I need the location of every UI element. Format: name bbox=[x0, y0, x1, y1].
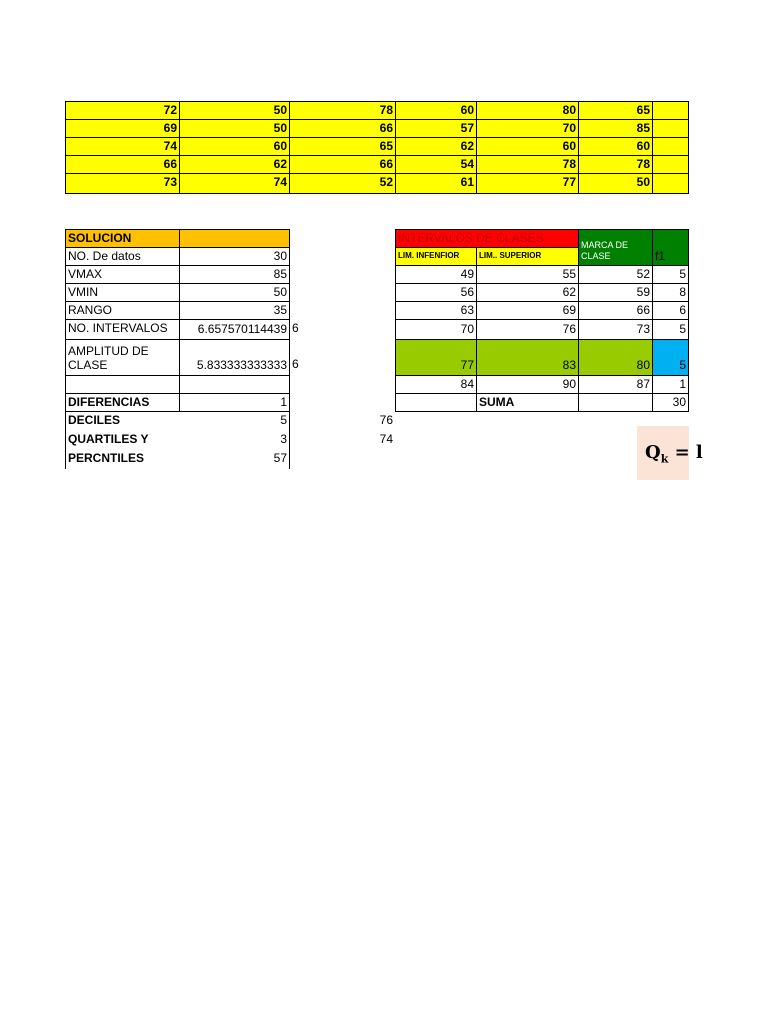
data-cell[interactable]: 70 bbox=[476, 119, 579, 138]
data-cell[interactable]: 60 bbox=[179, 137, 290, 156]
class-mark-header[interactable]: MARCA DE CLASE bbox=[578, 229, 653, 266]
class-mark-cell[interactable]: 52 bbox=[578, 265, 653, 284]
data-cell[interactable]: 66 bbox=[289, 155, 396, 174]
frequency-cell[interactable]: 8 bbox=[652, 283, 689, 302]
lower-limit-cell[interactable]: 70 bbox=[395, 319, 477, 340]
solution-label[interactable]: NO. INTERVALOS bbox=[65, 319, 180, 340]
data-cell[interactable]: 57 bbox=[395, 119, 477, 138]
solution-header[interactable]: SOLUCION bbox=[65, 229, 180, 248]
solution-label[interactable]: QUARTILES Y bbox=[68, 432, 149, 446]
data-cell[interactable]: 62 bbox=[395, 137, 477, 156]
data-cell[interactable]: 50 bbox=[179, 101, 290, 120]
frequency-cell[interactable]: 6 bbox=[652, 301, 689, 320]
upper-limit-cell[interactable]: 90 bbox=[476, 375, 579, 394]
data-cell[interactable]: 65 bbox=[578, 101, 653, 120]
column-border bbox=[65, 411, 66, 469]
upper-limit-cell[interactable]: 62 bbox=[476, 283, 579, 302]
solution-extra[interactable]: 74 bbox=[379, 432, 393, 446]
solution-extra[interactable] bbox=[289, 450, 395, 469]
upper-limit-cell[interactable]: 55 bbox=[476, 265, 579, 284]
solution-value[interactable]: 3 bbox=[280, 432, 287, 446]
frequency-cell[interactable]: 1 bbox=[652, 375, 689, 394]
data-cell[interactable]: 61 bbox=[395, 173, 477, 194]
data-cell[interactable] bbox=[652, 119, 689, 138]
data-cell[interactable] bbox=[652, 137, 689, 156]
frequency-cell[interactable]: 5 bbox=[652, 319, 689, 340]
data-cell[interactable]: 74 bbox=[65, 137, 180, 156]
class-mark-cell[interactable]: 66 bbox=[578, 301, 653, 320]
data-cell[interactable]: 65 bbox=[289, 137, 396, 156]
upper-limit-cell[interactable]: 69 bbox=[476, 301, 579, 320]
formula-symbol: Q bbox=[645, 442, 661, 463]
class-mark-cell[interactable]: 73 bbox=[578, 319, 653, 340]
lower-limit-cell[interactable]: 56 bbox=[395, 283, 477, 302]
data-cell[interactable]: 78 bbox=[578, 155, 653, 174]
data-cell[interactable]: 66 bbox=[65, 155, 180, 174]
solution-extra[interactable]: 6 bbox=[292, 357, 299, 371]
formula-subscript: k bbox=[660, 452, 669, 466]
lower-limit-cell[interactable]: 63 bbox=[395, 301, 477, 320]
data-cell[interactable]: 78 bbox=[476, 155, 579, 174]
solution-extra[interactable]: 6 bbox=[292, 321, 299, 335]
solution-value[interactable]: 50 bbox=[179, 283, 290, 302]
data-cell[interactable]: 77 bbox=[476, 173, 579, 194]
solution-value[interactable]: 1 bbox=[179, 393, 290, 412]
solution-header-empty[interactable] bbox=[179, 229, 290, 248]
data-cell[interactable]: 62 bbox=[179, 155, 290, 174]
lower-limit-cell[interactable]: 77 bbox=[395, 339, 477, 376]
solution-label[interactable]: DIFERENCIAS bbox=[65, 393, 180, 412]
intervals-title[interactable]: INTERVALOS DE CLASES bbox=[395, 229, 579, 248]
frequency-header[interactable]: f1 bbox=[652, 229, 689, 266]
lower-limit-cell[interactable]: 49 bbox=[395, 265, 477, 284]
solution-value[interactable] bbox=[179, 375, 290, 394]
solution-value[interactable]: 35 bbox=[179, 301, 290, 320]
data-cell[interactable]: 73 bbox=[65, 173, 180, 194]
data-cell[interactable]: 69 bbox=[65, 119, 180, 138]
class-mark-cell[interactable]: 87 bbox=[578, 375, 653, 394]
frequency-cell[interactable]: 5 bbox=[652, 265, 689, 284]
solution-extra[interactable]: 76 bbox=[379, 413, 393, 427]
data-cell[interactable]: 54 bbox=[395, 155, 477, 174]
data-cell[interactable]: 60 bbox=[395, 101, 477, 120]
solution-value[interactable]: 5 bbox=[280, 413, 287, 427]
data-cell[interactable]: 50 bbox=[179, 119, 290, 138]
data-cell[interactable] bbox=[652, 173, 689, 194]
data-cell[interactable]: 74 bbox=[179, 173, 290, 194]
sum-empty-cell[interactable] bbox=[578, 393, 653, 412]
data-cell[interactable] bbox=[652, 155, 689, 174]
sum-value[interactable]: 30 bbox=[652, 393, 689, 412]
solution-value[interactable]: 5.833333333333 bbox=[179, 339, 290, 376]
data-cell[interactable]: 50 bbox=[578, 173, 653, 194]
formula-rest: = l bbox=[668, 442, 703, 463]
upper-limit-header[interactable]: LIM.. SUPERIOR bbox=[476, 247, 579, 266]
data-cell[interactable] bbox=[652, 101, 689, 120]
data-cell[interactable]: 78 bbox=[289, 101, 396, 120]
frequency-cell[interactable]: 5 bbox=[652, 339, 689, 376]
data-cell[interactable]: 60 bbox=[578, 137, 653, 156]
solution-label[interactable]: VMIN bbox=[65, 283, 180, 302]
solution-value[interactable]: 57 bbox=[273, 451, 287, 465]
data-cell[interactable]: 60 bbox=[476, 137, 579, 156]
solution-value[interactable]: 6.657570114439 bbox=[179, 319, 290, 340]
class-mark-cell[interactable]: 80 bbox=[578, 339, 653, 376]
quartile-formula-image[interactable] bbox=[637, 426, 703, 480]
data-cell[interactable]: 66 bbox=[289, 119, 396, 138]
lower-limit-header[interactable]: LIM. INFENFIOR bbox=[395, 247, 477, 266]
upper-limit-cell[interactable]: 76 bbox=[476, 319, 579, 340]
solution-label[interactable]: RANGO bbox=[65, 301, 180, 320]
sum-label[interactable]: SUMA bbox=[476, 393, 579, 412]
lower-limit-cell[interactable]: 84 bbox=[395, 375, 477, 394]
solution-value[interactable]: 85 bbox=[179, 265, 290, 284]
solution-label[interactable]: NO. De datos bbox=[65, 247, 180, 266]
class-mark-cell[interactable]: 59 bbox=[578, 283, 653, 302]
data-cell[interactable]: 52 bbox=[289, 173, 396, 194]
solution-label[interactable] bbox=[65, 375, 180, 394]
solution-value[interactable]: 30 bbox=[179, 247, 290, 266]
data-cell[interactable]: 85 bbox=[578, 119, 653, 138]
data-cell[interactable]: 80 bbox=[476, 101, 579, 120]
solution-label[interactable]: PERCNTILES bbox=[68, 451, 145, 465]
upper-limit-cell[interactable]: 83 bbox=[476, 339, 579, 376]
solution-label[interactable]: VMAX bbox=[65, 265, 180, 284]
solution-label[interactable]: DECILES bbox=[68, 413, 121, 427]
solution-label[interactable]: AMPLITUD DE CLASE bbox=[65, 339, 180, 376]
column-border bbox=[289, 411, 290, 469]
data-cell[interactable]: 72 bbox=[65, 101, 180, 120]
sum-empty-cell[interactable] bbox=[395, 393, 477, 412]
